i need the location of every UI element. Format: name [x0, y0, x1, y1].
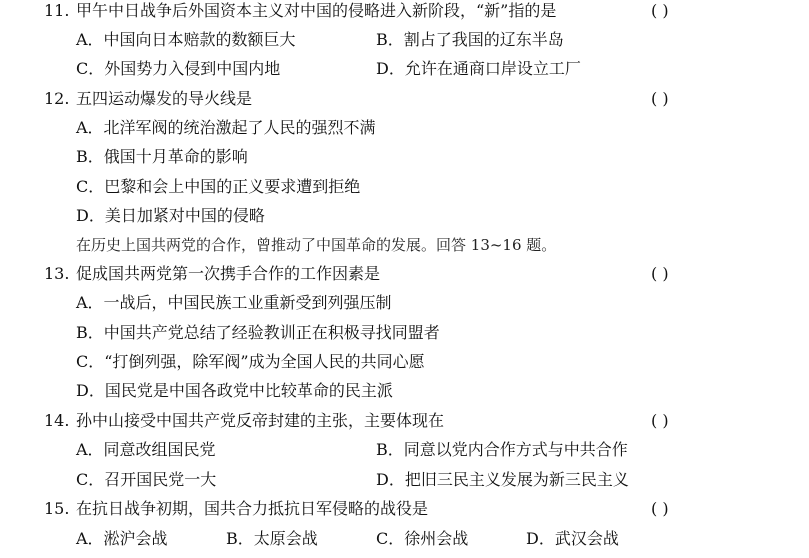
- answer-parenthesis: ( ): [651, 89, 669, 108]
- option-b: B．中国共产党总结了经验教训正在积极寻找同盟者: [76, 323, 440, 342]
- option-d: D．允许在通商口岸设立工厂: [376, 59, 581, 78]
- option-c: C．徐州会战: [376, 529, 469, 548]
- option-d: D．武汉会战: [526, 529, 619, 548]
- answer-parenthesis: ( ): [651, 1, 669, 20]
- option-b: B．割占了我国的辽东半岛: [376, 30, 564, 49]
- option-d: D．把旧三民主义发展为新三民主义: [376, 470, 629, 489]
- answer-parenthesis: ( ): [651, 499, 669, 518]
- option-a: A．淞沪会战: [76, 529, 168, 548]
- option-c: C．外国势力入侵到中国内地: [76, 59, 281, 78]
- question-number: 13.: [44, 264, 70, 283]
- question-stem: 五四运动爆发的导火线是: [76, 89, 253, 108]
- option-b: B．太原会战: [226, 529, 318, 548]
- question-number: 11.: [44, 1, 70, 20]
- question-stem: 甲午中日战争后外国资本主义对中国的侵略进入新阶段，“新”指的是: [76, 1, 557, 20]
- question-number: 15.: [44, 499, 70, 518]
- option-d: D．美日加紧对中国的侵略: [76, 206, 265, 225]
- option-c: C．召开国民党一大: [76, 470, 217, 489]
- question-stem: 在抗日战争初期，国共合力抵抗日军侵略的战役是: [76, 499, 429, 518]
- option-a: A．一战后，中国民族工业重新受到列强压制: [76, 293, 392, 312]
- section-intro: 在历史上国共两党的合作，曾推动了中国革命的发展。回答 13~16 题。: [76, 236, 557, 254]
- answer-parenthesis: ( ): [651, 264, 669, 283]
- option-b: B．同意以党内合作方式与中共合作: [376, 440, 628, 459]
- option-c: C．“打倒列强，除军阀”成为全国人民的共同心愿: [76, 352, 425, 371]
- option-c: C．巴黎和会上中国的正义要求遭到拒绝: [76, 177, 361, 196]
- question-stem: 孙中山接受中国共产党反帝封建的主张，主要体现在: [76, 411, 445, 430]
- answer-parenthesis: ( ): [651, 411, 669, 430]
- option-a: A．中国向日本赔款的数额巨大: [76, 30, 296, 49]
- question-stem: 促成国共两党第一次携手合作的工作因素是: [76, 264, 381, 283]
- option-b: B．俄国十月革命的影响: [76, 147, 248, 166]
- option-a: A．同意改组国民党: [76, 440, 216, 459]
- option-a: A．北洋军阀的统治激起了人民的强烈不满: [76, 118, 376, 137]
- question-number: 12.: [44, 89, 70, 108]
- option-d: D．国民党是中国各政党中比较革命的民主派: [76, 381, 393, 400]
- question-number: 14.: [44, 411, 70, 430]
